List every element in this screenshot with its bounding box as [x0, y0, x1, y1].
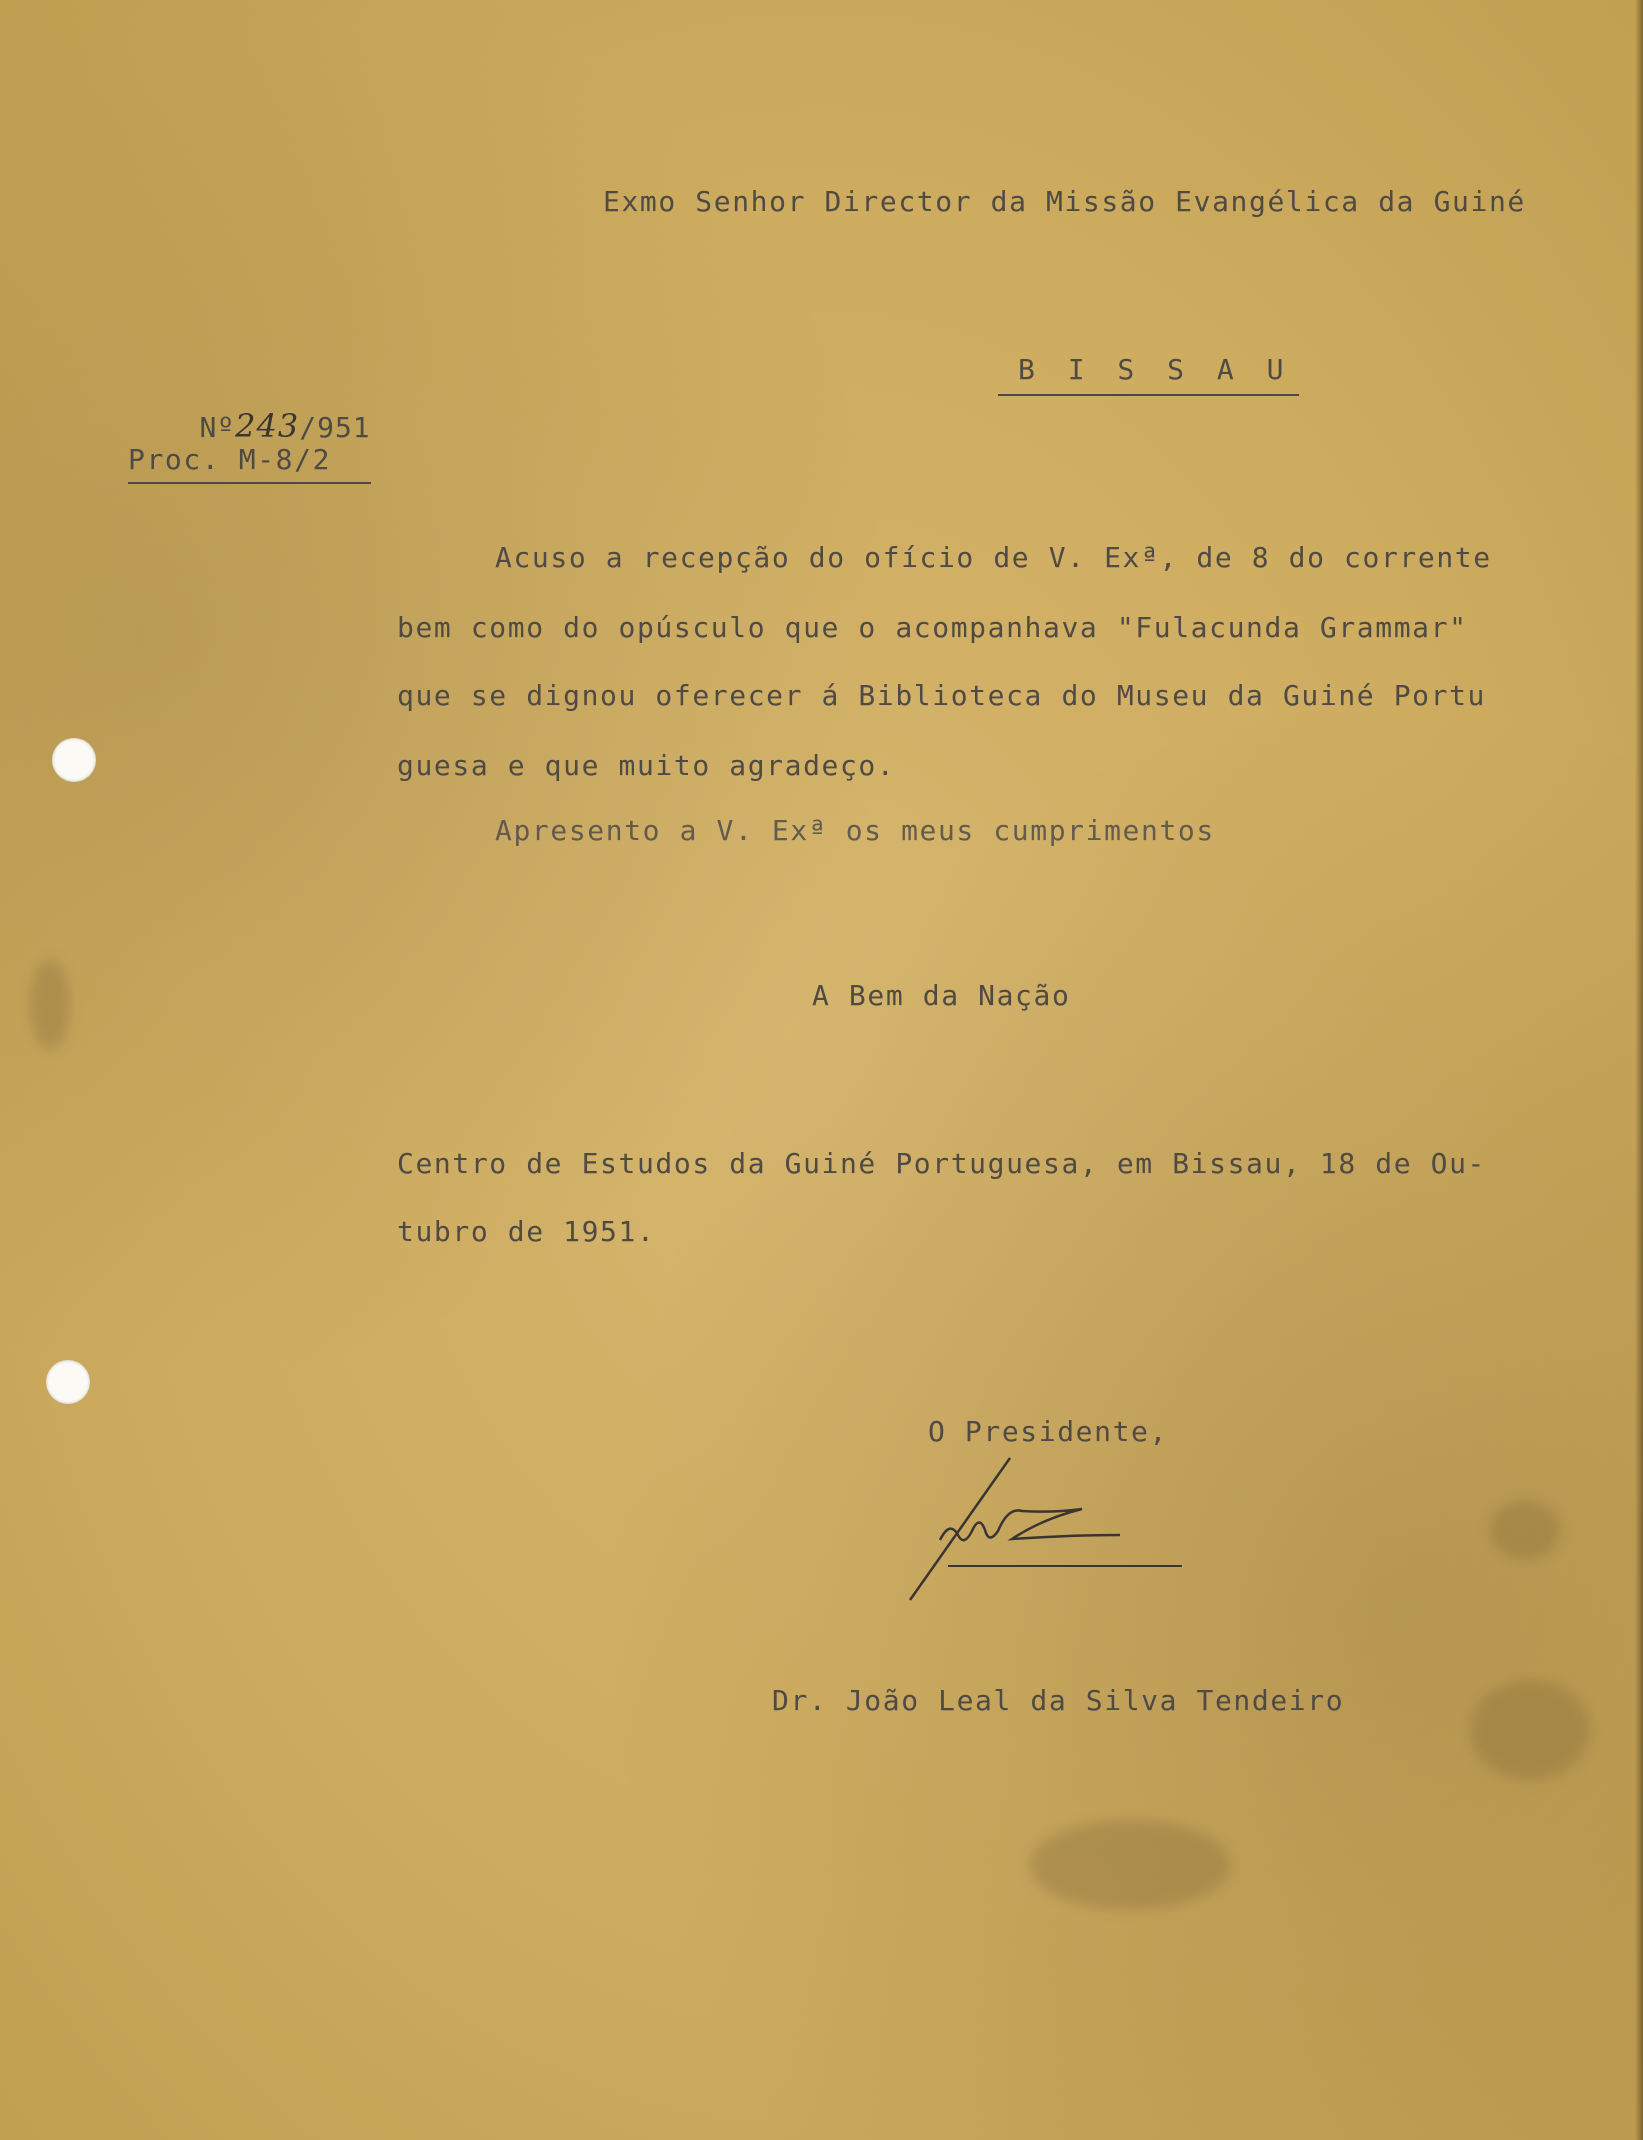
handwritten-signature — [900, 1450, 1200, 1610]
reference-prefix: Nº — [199, 411, 236, 444]
stain — [1030, 1820, 1230, 1910]
body-line: Acuso a recepção do ofício de V. Exª, de 8 do corrente — [495, 541, 1492, 574]
body-line: que se dignou oferecer á Biblioteca do Museu da Guiné Portu — [397, 679, 1486, 712]
signatory-name: Dr. João Leal da Silva Tendeiro — [772, 1684, 1345, 1717]
closing-title: O Presidente, — [928, 1415, 1168, 1448]
body-line: guesa e que muito agradeço. — [397, 749, 896, 782]
addressee: Exmo Senhor Director da Missão Evangélica da Guiné — [603, 185, 1526, 218]
stain — [1470, 1680, 1590, 1780]
paper-edge — [1635, 0, 1643, 2140]
punch-hole-bottom — [46, 1360, 90, 1404]
greeting: Apresento a V. Exª os meus cumprimentos — [495, 814, 1215, 847]
process-reference: Proc. M-8/2 — [128, 443, 332, 476]
stain — [1490, 1500, 1560, 1560]
motto: A Bem da Nação — [812, 979, 1071, 1012]
place-date-line: tubro de 1951. — [397, 1215, 656, 1248]
reference-year: /951 — [299, 411, 371, 444]
body-line: bem como do opúsculo que o acompanhava "Fulacunda Grammar" — [397, 611, 1468, 644]
punch-hole-top — [52, 738, 96, 782]
stain — [30, 960, 70, 1050]
city: B I S S A U — [998, 352, 1299, 396]
reference-handwritten-number: 243 — [235, 407, 300, 445]
place-date-line: Centro de Estudos da Guiné Portuguesa, em Bissau, 18 de Ou- — [397, 1147, 1486, 1180]
